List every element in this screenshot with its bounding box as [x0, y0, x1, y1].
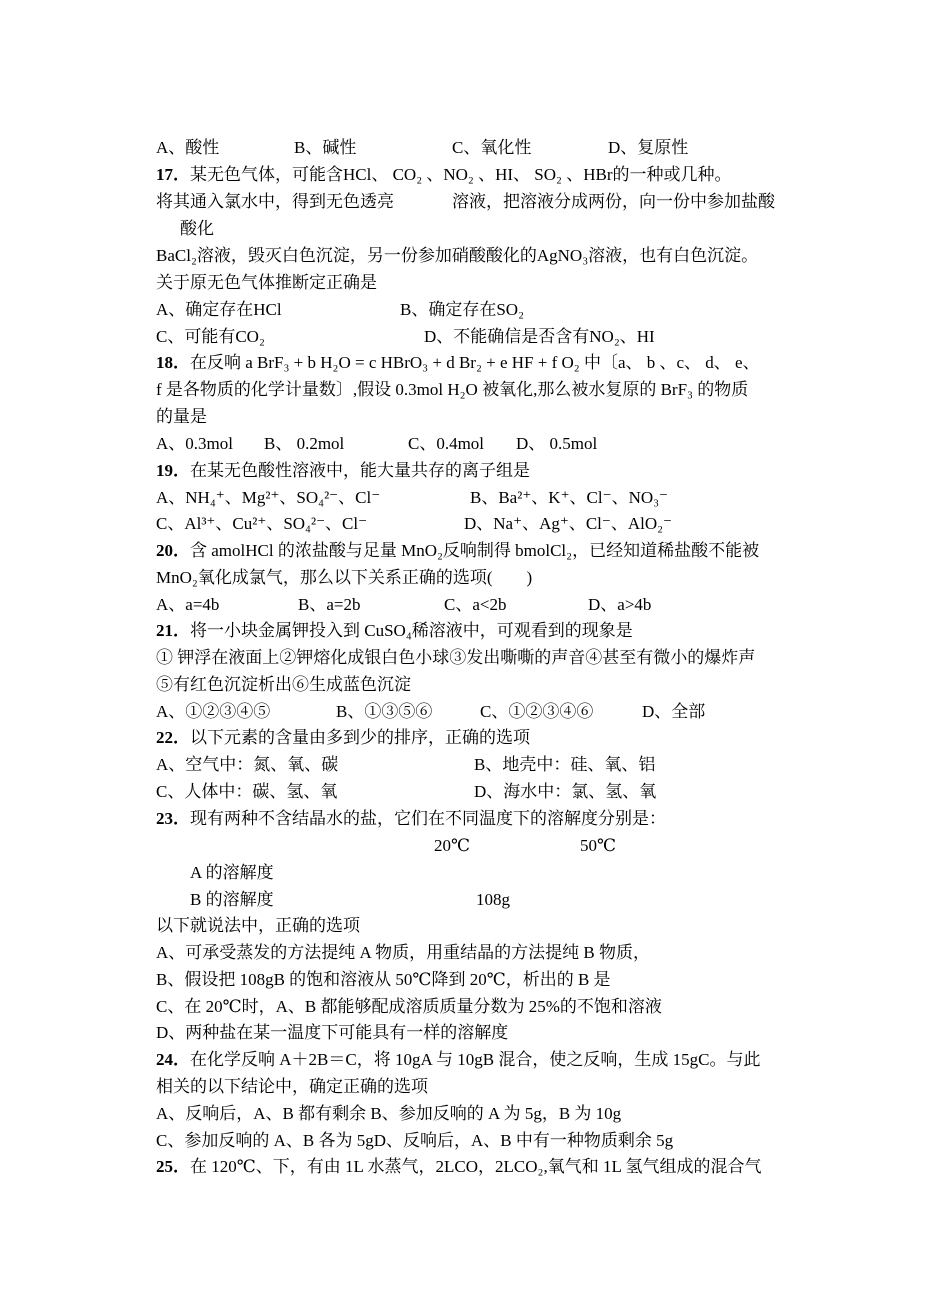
q21-option-d: D、全部: [642, 702, 706, 721]
q19-stem-line: [156, 460, 530, 482]
q18-line2: f 是各物质的化学计量数〕,假设 0.3mol H₂O 被氧化,那么被水复原的 BrF₃ 的物质: [156, 380, 749, 399]
q24-stem: 在化学反响 A＋2B＝C，将 10gA 与 10gB 混合，使之反响，生成 15gC。与此: [190, 1050, 761, 1069]
q21-line2: ① 钾浮在液面上②钾熔化成银白色小球③发出嘶嘶的声音④甚至有微小的爆炸声: [156, 648, 756, 667]
q19-stem: 在某无色酸性溶液中，能大量共存的离子组是: [190, 461, 530, 480]
q23-table-row-a: A 的溶解度: [190, 863, 274, 882]
q18-option-c: C、0.4mol: [408, 434, 485, 453]
q19-option-c: C、Al³⁺、Cu²⁺、SO₄²⁻、Cl⁻: [156, 514, 368, 533]
q22-option-a: A、空气中：氮、氧、碳: [156, 755, 339, 774]
q17-stem: 某无色气体，可能含HCl、 CO₂ 、NO₂ 、HI、 SO₂ 、HBr的一种或几种。: [190, 165, 732, 184]
q23-table-row-b-value: 108g: [476, 890, 510, 909]
q16-option-d: D、复原性: [608, 138, 689, 157]
q24-number: 24．: [156, 1050, 190, 1069]
q25-line1: [156, 1156, 761, 1178]
q23-stem: 现有两种不含结晶水的盐，它们在不同温度下的溶解度分别是：: [190, 809, 666, 828]
q22-number: 22．: [156, 728, 190, 747]
q19-option-a: A、NH₄⁺、Mg²⁺、SO₄²⁻、Cl⁻: [156, 488, 381, 507]
q20-option-b: B、a=2b: [298, 595, 361, 614]
q18-stem: 在反响 a BrF₃ + b H₂O = c HBrO₃ + d Br₂ + e HF + f O₂ 中〔a、 b 、c、 d、 e、: [190, 353, 760, 372]
q17-line3: 酸化: [180, 219, 214, 238]
q25-stem: 在 120℃、下，有由 1L 水蒸气，2LCO，2LCO₂,氧气和 1L 氢气组成的混合气: [190, 1157, 762, 1176]
q23-question: 以下就说法中，正确的选项: [156, 916, 360, 935]
q22-option-d: D、海水中：氯、氢、氧: [474, 782, 657, 801]
q20-line1: [156, 540, 759, 562]
q20-option-c: C、a<2b: [444, 595, 507, 614]
q22-stem-line: [156, 727, 530, 749]
q17-option-a: A、确定存在HCl: [156, 300, 282, 319]
q19-number: 19．: [156, 461, 190, 480]
q20-option-d: D、a>4b: [588, 595, 652, 614]
q20-line2: MnO₂氧化成氯气，那么以下关系正确的选项( ): [156, 568, 533, 587]
q23-number: 23．: [156, 809, 190, 828]
q18-line3: 的量是: [156, 407, 207, 426]
q25-number: 25．: [156, 1157, 190, 1176]
q16-option-c: C、氧化性: [452, 138, 532, 157]
q21-stem-line: [156, 620, 633, 642]
q21-option-a: A、①②③④⑤: [156, 702, 271, 721]
q17-line5: 关于原无色气体推断定正确是: [156, 273, 377, 292]
q16-option-a: A、酸性: [156, 138, 220, 157]
q23-option-c: C、在 20℃时，A、B 都能够配成溶质质量分数为 25%的不饱和溶液: [156, 997, 662, 1016]
q22-stem: 以下元素的含量由多到少的排序，正确的选项: [190, 728, 530, 747]
q21-stem: 将一小块金属钾投入到 CuSO₄稀溶液中，可观看到的现象是: [190, 621, 633, 640]
q18-option-d: D、 0.5mol: [516, 434, 598, 453]
q18-number: 18．: [156, 353, 190, 372]
q21-number: 21．: [156, 621, 190, 640]
q16-option-b: B、碱性: [294, 138, 357, 157]
q21-option-c: C、①②③④⑥: [480, 702, 594, 721]
q23-stem-line: [156, 808, 666, 830]
q20-stem: 含 amolHCl 的浓盐酸与足量 MnO₂反响制得 bmolCl₂，已经知道稀盐酸不能被: [190, 541, 760, 560]
q18-option-b: B、 0.2mol: [264, 434, 345, 453]
q21-line3: ⑤有红色沉淀析出⑥生成蓝色沉淀: [156, 675, 411, 694]
q24-line1: [156, 1049, 760, 1071]
q20-option-a: A、a=4b: [156, 595, 220, 614]
q17-line2a: 将其通入氯水中，得到无色透亮: [156, 192, 394, 211]
q18-option-a: A、0.3mol: [156, 434, 233, 453]
q19-option-b: B、Ba²⁺、K⁺、Cl⁻、NO₃⁻: [470, 488, 669, 507]
q23-option-a: A、可承受蒸发的方法提纯 A 物质，用重结晶的方法提纯 B 物质，: [156, 943, 650, 962]
q17-stem-line: [156, 164, 731, 186]
q19-option-d: D、Na⁺、Ag⁺、Cl⁻、AlO₂⁻: [464, 514, 673, 533]
q17-line4: BaCl₂溶液，毁灭白色沉淀，另一份参加硝酸酸化的AgNO₃溶液，也有白色沉淀。: [156, 246, 759, 265]
q22-option-c: C、人体中：碳、氢、氧: [156, 782, 338, 801]
q23-option-d: D、两种盐在某一温度下可能具有一样的溶解度: [156, 1023, 509, 1042]
q22-option-b: B、地壳中：硅、氧、铝: [474, 755, 656, 774]
q23-table-col-50c: 50℃: [580, 836, 617, 855]
q24-options-ab: A、反响后，A、B 都有剩余 B、参加反响的 A 为 5g，B 为 10g: [156, 1104, 622, 1123]
q17-number: 17．: [156, 165, 190, 184]
q17-line2b: 溶液，把溶液分成两份，向一份中参加盐酸: [452, 192, 775, 211]
q24-options-cd: C、参加反响的 A、B 各为 5gD、反响后，A、B 中有一种物质剩余 5g: [156, 1131, 674, 1150]
q17-option-c: C、可能有CO₂: [156, 327, 265, 346]
q20-number: 20．: [156, 541, 190, 560]
q17-option-b: B、确定存在SO₂: [400, 300, 524, 319]
q23-table-col-20c: 20℃: [434, 836, 471, 855]
q24-line2: 相关的以下结论中，确定正确的选项: [156, 1077, 428, 1096]
q23-table-row-b: B 的溶解度: [190, 890, 274, 909]
q21-option-b: B、①③⑤⑥: [336, 702, 433, 721]
q17-option-d: D、不能确信是否含有NO₂、HI: [424, 327, 655, 346]
q23-option-b: B、假设把 108gB 的饱和溶液从 50℃降到 20℃，析出的 B 是: [156, 970, 611, 989]
q18-line1: [156, 352, 760, 374]
